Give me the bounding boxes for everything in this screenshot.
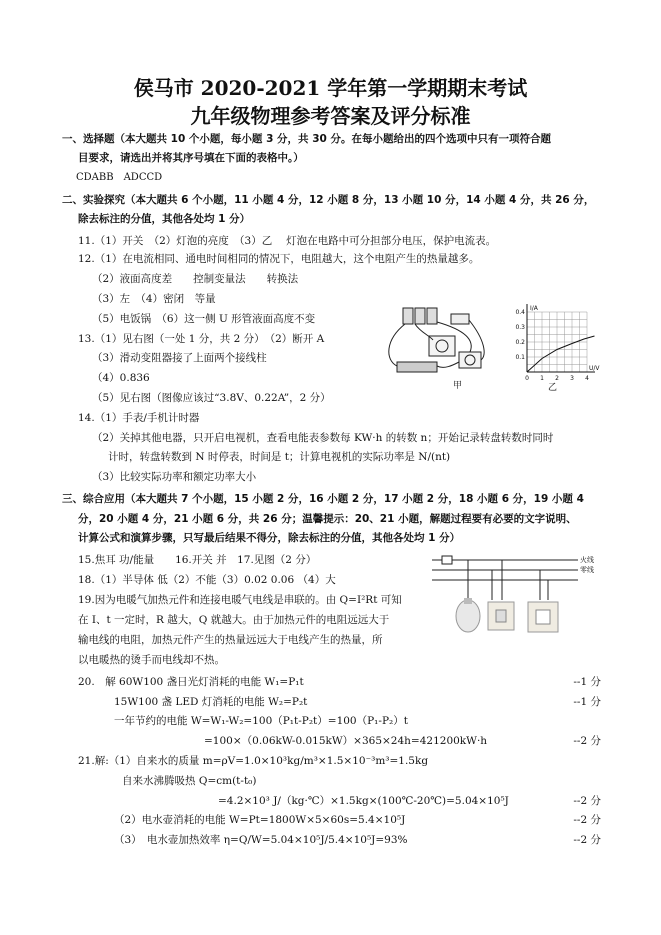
q20-b: 15W100 盏 LED 灯消耗的电能 W₂=P₂t <box>114 696 308 708</box>
x-tick-label: 2 <box>555 375 559 382</box>
page-title: 侯马市 2020-2021 学年第一学期期末考试 <box>133 76 528 100</box>
q21-e: （3） 电水壶加热效率 η=Q/W=5.04×10⁵J/5.4×10⁵J=93% <box>114 834 408 846</box>
q13-3: （3）滑动变阻器接了上面两个接线柱 <box>92 352 267 364</box>
lamp <box>456 598 480 632</box>
circuit-diagram <box>389 308 484 372</box>
y-axis-label: I/A <box>530 305 538 312</box>
q14-3: （3）比较实际功率和额定功率大小 <box>92 471 257 483</box>
label-yi: 乙 <box>548 383 558 392</box>
q13-4: （4）0.836 <box>92 372 150 384</box>
q17-figure <box>428 552 608 642</box>
q21-a: 21.解:（1）自来水的质量 m=ρV=1.0×10³kg/m³×1.5×10⁻³m³=1.5kg <box>78 755 429 767</box>
q20-d: =100×（0.06kW-0.015kW）×365×24h=421200kW·h <box>204 735 488 747</box>
neutral-wire-label: 零线 <box>580 566 594 574</box>
q12-5: （5）电饭锅 （6）这一侧 U 形管液面高度不变 <box>92 313 316 325</box>
q13-figure <box>375 300 605 392</box>
q15-17: 15.焦耳 功/能量 16.开关 并 17.见图（2 分） <box>78 554 317 566</box>
q19-c: 输电线的电阻，加热元件产生的热量远远大于电线产生的热量，所 <box>78 634 383 646</box>
q21-b: 自来水沸腾吸热 Q=cm(t-t₀) <box>122 775 257 787</box>
q19-a: 19.因为电暖气加热元件和连接电暖气电线是串联的。由 Q=I²Rt 可知 <box>78 594 402 606</box>
q14-2-cont: 计时，转盘转数到 N 时停表，时间是 t；计算电视机的实际功率是 N/(nt) <box>108 451 451 463</box>
score-20d: --2 分 <box>573 735 601 747</box>
q20-c: 一年节约的电能 W=W₁-W₂=100（P₁t-P₂t）=100（P₁-P₂）t <box>114 715 408 727</box>
section3-heading: 三、综合应用（本大题共 7 个小题，15 小题 2 分，16 小题 2 分，17 小题 2 分，18 小题 6 分，19 小题 4 <box>62 493 584 505</box>
score-21c: --2 分 <box>573 795 601 807</box>
x-tick-label: 0 <box>525 375 529 382</box>
section2-heading: 二、实验探究（本大题共 6 个小题，11 小题 4 分，12 小题 8 分，13 小题 10 分，14 小题 4 分，共 26 分， <box>62 194 595 206</box>
q21-c: =4.2×10³ J/（kg·℃）×1.5kg×(100℃-20℃)=5.04×10⁵J <box>218 795 509 807</box>
q12-3: （3）左 （4）密闭 等量 <box>92 293 216 305</box>
q14-2: （2）关掉其他电器，只开启电视机，查看电能表参数每 KW·h 的转数 n；开始记录转盘转数时同时 <box>92 432 554 444</box>
iv-curve <box>527 336 595 372</box>
section3-heading-cont2: 计算公式和演算步骤，只写最后结果不得分，除去标注的分值，其他各处均 1 分） <box>78 532 461 544</box>
q18: 18.（1）半导体 低（2）不能（3）0.02 0.06 （4）大 <box>78 574 336 586</box>
y-tick-label: 0.4 <box>515 309 525 316</box>
q20-a: 20. 解 60W100 盏日光灯消耗的电能 W₁=P₁t <box>78 676 304 688</box>
score-20a: --1 分 <box>573 676 601 688</box>
score-21d: --2 分 <box>573 814 601 826</box>
q19-b: 在 I、t 一定时，R 越大，Q 就越大。由于加热元件的电阻远远大于 <box>78 614 390 626</box>
section1-answers: CDABB ADCCD <box>76 172 163 183</box>
q21-d: （2）电水壶消耗的电能 W=Pt=1800W×5×60s=5.4×10⁵J <box>114 814 406 826</box>
q19-d: 以电暖热的烫手而电线却不热。 <box>78 654 225 666</box>
label-jia: 甲 <box>453 381 463 391</box>
x-axis-label: U/V <box>589 365 600 372</box>
q13-1: 13.（1）见右图（一处 1 分，共 2 分） （2）断开 A <box>78 333 325 345</box>
section3-heading-cont1: 分，20 小题 4 分，21 小题 6 分，共 26 分；温馨提示：20、21 小题，解题过程要有必要的文字说明、 <box>78 513 577 525</box>
iv-graph <box>515 304 600 392</box>
q11: 11.（1）开关 （2）灯泡的亮度 （3）乙 灯泡在电路中可分担部分电压，保护电流表。 <box>78 235 497 247</box>
y-tick-label: 0.1 <box>515 354 525 361</box>
section2-heading-cont: 除去标注的分值，其他各处均 1 分） <box>78 213 251 225</box>
page-subtitle: 九年级物理参考答案及评分标准 <box>190 104 471 128</box>
x-tick-label: 3 <box>570 375 574 382</box>
y-tick-label: 0.2 <box>515 339 525 346</box>
q13-5: （5）见右图（图像应该过“3.8V、0.22A”，2 分） <box>92 392 331 404</box>
score-20b: --1 分 <box>573 696 601 708</box>
q12-2: （2）液面高度差 控制变量法 转换法 <box>92 273 299 285</box>
x-tick-label: 1 <box>540 375 544 382</box>
section1-heading: 一、选择题（本大题共 10 个小题，每小题 3 分，共 30 分。在每小题给出的四个选项中只有一项符合题 <box>62 133 551 145</box>
live-wire-label: 火线 <box>580 556 594 564</box>
section1-heading-cont: 目要求，请选出并将其序号填在下面的表格中。） <box>78 152 304 164</box>
q14-1: 14.（1）手表/手机计时器 <box>78 412 200 424</box>
y-tick-label: 0.3 <box>515 324 525 331</box>
x-tick-label: 4 <box>585 375 589 382</box>
score-21e: --2 分 <box>573 834 601 846</box>
q12-1: 12.（1）在电流相同、通电时间相同的情况下，电阻越大，这个电阻产生的热量越多。 <box>78 253 480 265</box>
